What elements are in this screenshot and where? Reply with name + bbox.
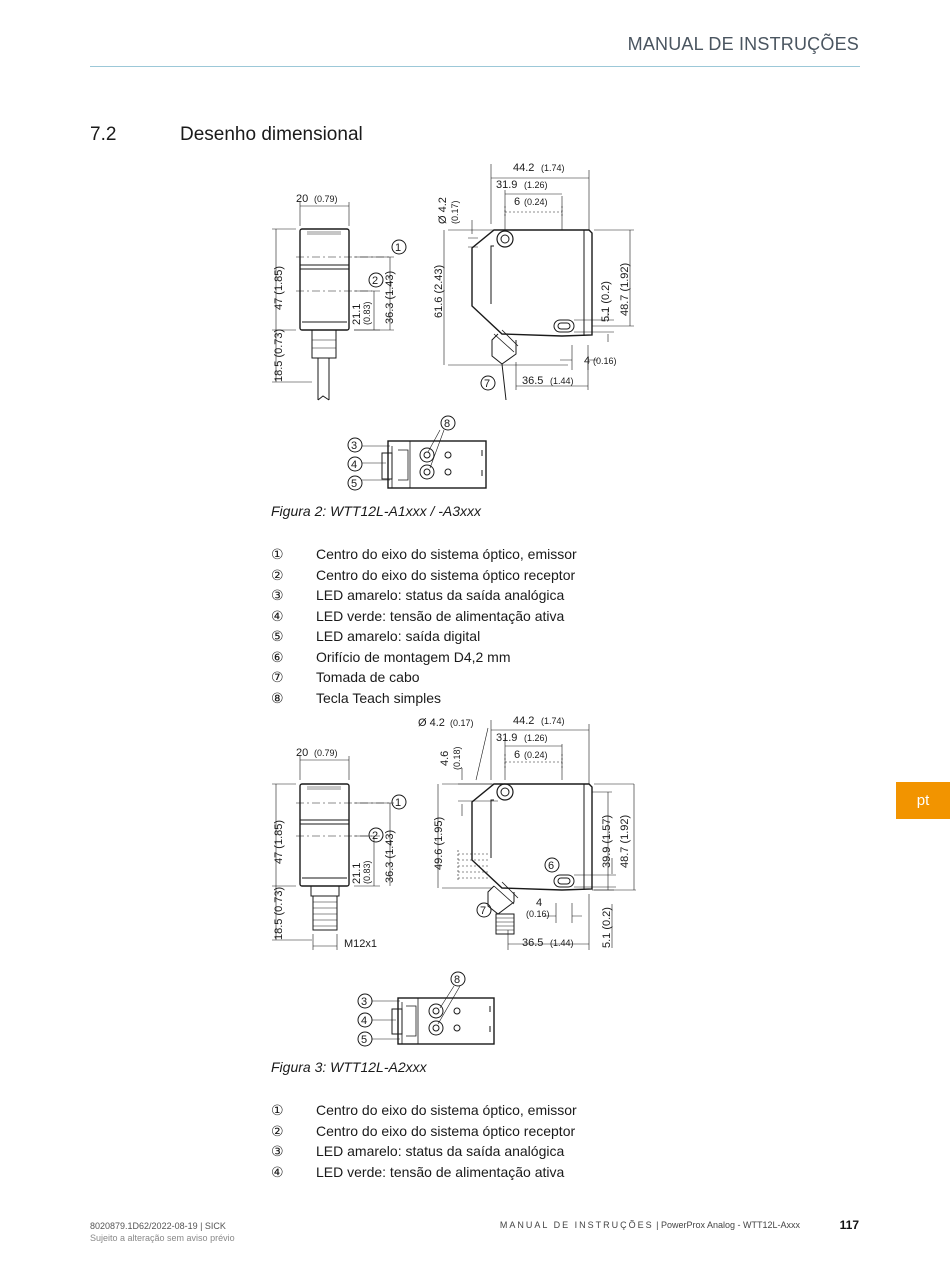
marker-8 [441,416,455,430]
marker-7 [477,903,491,917]
marker-5 [348,476,362,490]
dim-48-7: 48.7 (1.92) [619,262,631,316]
legend-number: ③ [271,587,284,603]
dim-6-inch: (0.24) [524,197,548,207]
legend-number: ① [271,546,284,562]
dim-18-5: 18.5 (0.73) [273,328,285,382]
legend-number: ⑤ [271,628,284,644]
dim-dia-4-2: Ø 4.2 [418,717,445,729]
marker-8 [451,972,465,986]
legend-number: ④ [271,607,284,624]
svg-text:1: 1 [395,242,402,254]
dim-21-1: 21.1 [351,862,363,884]
marker-2 [369,273,383,287]
top-view [392,998,494,1044]
dim-4-inch: (0.16) [593,356,617,366]
svg-text:3: 3 [351,440,358,452]
legend-text: Tecla Teach simples [316,689,442,706]
marker-4 [358,1013,372,1027]
svg-text:7: 7 [484,378,491,390]
legend-text: Centro do eixo do sistema óptico receptor [316,566,576,583]
marker-2 [369,828,383,842]
legend-item [271,606,691,627]
dim-36-5-inch: (1.44) [550,938,574,948]
dim-36-3: 36.3 (1.43) [384,829,396,883]
svg-text:3: 3 [361,996,368,1008]
legend-text: Centro do eixo do sistema óptico, emissor [316,546,577,562]
legend-text: LED verde: tensão de alimentação ativa [316,1163,565,1180]
dim-dia-4-2-inch: (0.17) [450,718,474,728]
section-number: 7.2 [90,124,117,145]
dim-44-2: 44.2 [513,162,535,174]
dim-5-1: 5.1 (0.2) [600,281,612,322]
dim-21-1-inch: (0.83) [362,301,372,325]
top-view [382,441,486,488]
legend-number: ③ [271,1143,284,1159]
dim-4-6-inch: (0.18) [452,746,462,770]
svg-text:2: 2 [372,275,379,287]
legend-list-figure-3 [271,1100,691,1182]
figure-2-caption: Figura 2: WTT12L-A1xxx / -A3xxx [271,503,482,519]
footer-middle [500,1220,800,1230]
dim-dia-4-2: Ø 4.2 [437,197,449,224]
dim-21-1: 21.1 [351,303,363,325]
legend-item [271,1121,691,1142]
legend-number: ② [271,566,284,583]
legend-item [271,647,691,668]
dim-39-9: 39.9 (1.57) [601,814,613,868]
front-dimensions [272,756,394,950]
dim-20-inch: (0.79) [314,194,338,204]
marker-1 [392,240,406,254]
legend-number: ② [271,1122,284,1139]
figure-3-caption: Figura 3: WTT12L-A2xxx [271,1059,427,1075]
legend-list-figure-2 [271,544,691,708]
marker-7 [481,376,495,390]
legend-text: Tomada de cabo [316,669,420,685]
dim-18-5: 18.5 (0.73) [273,886,285,940]
dimensional-drawing-figure-3 [262,708,652,1053]
dim-36-3: 36.3 (1.43) [384,270,396,324]
dim-20: 20 [296,193,309,205]
legend-number: ⑦ [271,669,284,685]
legend-item [271,1141,691,1162]
dim-47: 47 (1.85) [273,819,285,864]
svg-text:2: 2 [372,830,379,842]
header-rule [90,66,860,67]
svg-text:5: 5 [351,478,358,490]
legend-number: ④ [271,1163,284,1180]
dim-6: 6 [514,196,521,208]
dimensional-drawing-figure-2 [262,150,652,500]
legend-item [271,626,691,647]
footer-notice: Sujeito a alteração sem aviso prévio [90,1233,235,1243]
marker-3 [358,994,372,1008]
footer-doc-id: 8020879.1D62/2022-08-19 | SICK [90,1221,226,1231]
dim-44-2-inch: (1.74) [541,716,565,726]
dim-21-1-inch: (0.83) [362,860,372,884]
legend-number: ⑧ [271,689,284,706]
front-view [296,784,392,930]
section-title: Desenho dimensional [180,124,363,145]
page-header-title: MANUAL DE INSTRUÇÕES [627,34,859,54]
dim-44-2-inch: (1.74) [541,163,565,173]
dim-4-inch: (0.16) [526,909,550,919]
dim-6: 6 [514,749,521,761]
legend-item [271,688,691,709]
dim-20-inch: (0.79) [314,748,338,758]
dim-20: 20 [296,747,309,759]
language-tab-pt[interactable]: pt [896,782,950,819]
svg-text:5: 5 [361,1034,368,1046]
legend-number: ① [271,1102,284,1118]
legend-text: LED verde: tensão de alimentação ativa [316,607,565,624]
dim-4-6: 4.6 [439,750,451,766]
page-number: 117 [839,1218,859,1232]
footer-product: | PowerProx Analog - WTT12L-Axxx [653,1220,800,1230]
marker-3 [348,438,362,452]
legend-text: LED amarelo: status da saída analógica [316,587,565,603]
marker-6 [545,858,559,872]
dim-61-6: 61.6 (2.43) [433,264,445,318]
dim-31-9-inch: (1.26) [524,180,548,190]
svg-text:4: 4 [361,1015,368,1027]
svg-text:8: 8 [454,974,461,986]
marker-1 [392,795,406,809]
dim-dia-4-2-inch: (0.17) [450,200,460,224]
legend-text: Centro do eixo do sistema óptico receptor [316,1122,576,1139]
dim-48-7: 48.7 (1.92) [619,814,631,868]
marker-4 [348,457,362,471]
dim-36-5: 36.5 [522,937,544,949]
svg-text:6: 6 [548,860,555,872]
dim-47: 47 (1.85) [273,265,285,310]
legend-item [271,565,691,586]
svg-text:1: 1 [395,797,402,809]
legend-text: LED amarelo: status da saída analógica [316,1143,565,1159]
legend-item [271,1162,691,1183]
legend-text: Orifício de montagem D4,2 mm [316,648,511,665]
dim-6-inch: (0.24) [524,750,548,760]
legend-item [271,1100,691,1121]
footer-manual-label: MANUAL DE INSTRUÇÕES [499,1220,654,1230]
legend-item [271,544,691,565]
marker-5 [358,1032,372,1046]
dim-m12: M12x1 [344,938,378,950]
svg-text:4: 4 [351,459,358,471]
legend-number: ⑥ [271,648,284,665]
svg-text:8: 8 [444,418,451,430]
legend-item [271,667,691,688]
dim-31-9-inch: (1.26) [524,733,548,743]
legend-item [271,585,691,606]
dim-36-5-inch: (1.44) [550,376,574,386]
legend-text: Centro do eixo do sistema óptico, emissor [316,1102,577,1118]
dim-36-5: 36.5 [522,375,544,387]
dim-5-1: 5.1 (0.2) [601,907,613,948]
footer-left [90,1220,235,1244]
dim-31-9: 31.9 [496,179,518,191]
dim-4: 4 [584,355,591,367]
svg-text:7: 7 [480,905,487,917]
front-view [296,229,392,400]
legend-text: LED amarelo: saída digital [316,628,481,644]
dim-44-2: 44.2 [513,715,535,727]
dim-31-9: 31.9 [496,732,518,744]
dim-49-6: 49.6 (1.95) [433,816,445,870]
dim-4: 4 [536,897,543,909]
